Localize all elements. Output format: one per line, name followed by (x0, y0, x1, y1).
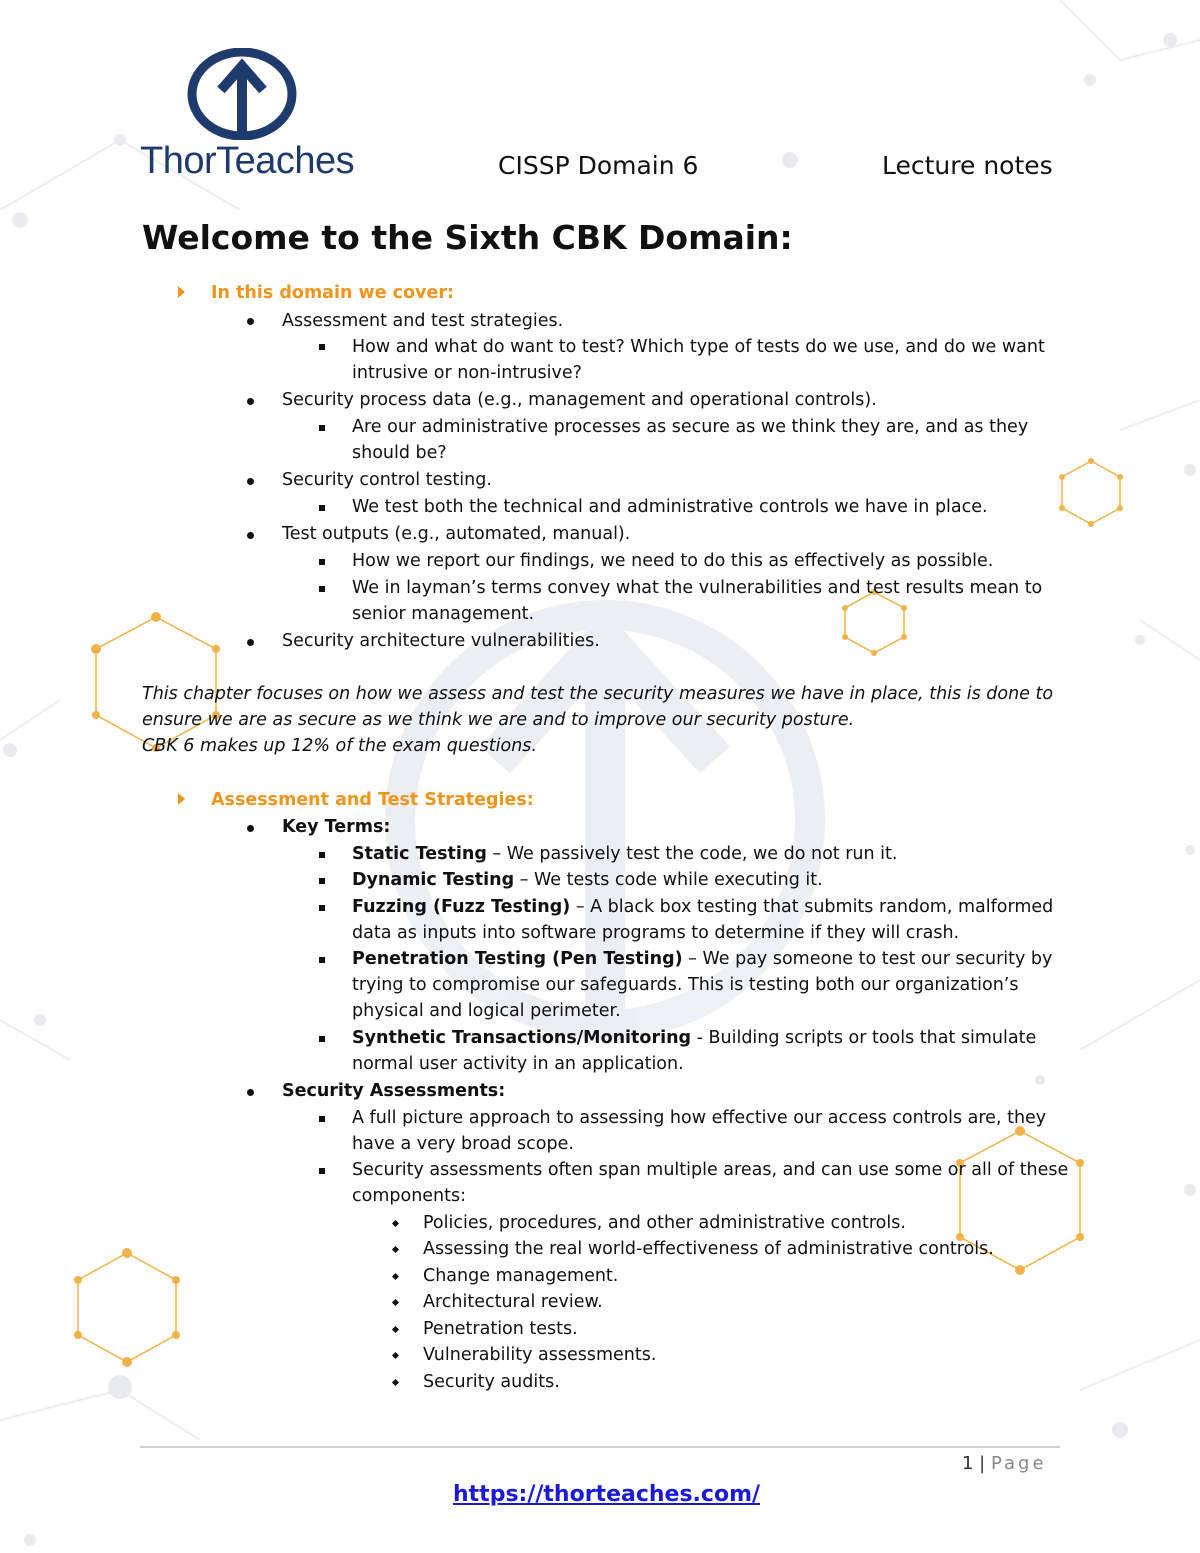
page-title: Welcome to the Sixth CBK Domain: (142, 218, 793, 257)
square-bullet-icon (319, 1036, 325, 1042)
square-bullet-icon (319, 505, 325, 511)
term-synthetic-transactions: Synthetic Transactions/Monitoring - Building scripts or tools that simulate (352, 1028, 1037, 1048)
component-item: Assessing the real world-effectiveness of administrative controls. (423, 1239, 994, 1259)
term-fuzzing-continuation: data as inputs into software programs to determine if they will crash. (352, 923, 960, 943)
list-item: How we report our findings, we need to do this as effectively as possible. (352, 551, 994, 571)
list-item: Security process data (e.g., management and operational controls). (282, 390, 877, 410)
list-item-continuation: should be? (352, 443, 447, 463)
bullet-icon (247, 639, 254, 646)
list-item: How and what do want to test? Which type of tests do we use, and do we want (352, 337, 1045, 357)
component-item: Architectural review. (423, 1292, 603, 1312)
term-penetration-continuation: physical and logical perimeter. (352, 1001, 621, 1021)
term-penetration-testing: Penetration Testing (Pen Testing) – We pay someone to test our security by (352, 949, 1053, 969)
list-item-continuation: intrusive or non-intrusive? (352, 363, 582, 383)
footer-divider (140, 1446, 1060, 1448)
component-item: Penetration tests. (423, 1319, 578, 1339)
diamond-bullet-icon (392, 1220, 399, 1227)
component-item: Change management. (423, 1266, 619, 1286)
list-item-continuation: components: (352, 1186, 467, 1206)
bullet-icon (247, 318, 254, 325)
list-item-continuation: senior management. (352, 604, 535, 624)
list-item: Security architecture vulnerabilities. (282, 631, 600, 651)
bullet-icon (247, 532, 254, 539)
bullet-icon (247, 825, 254, 832)
component-item: Vulnerability assessments. (423, 1345, 657, 1365)
bullet-icon (247, 478, 254, 485)
arrow-circle-logo-icon (187, 48, 299, 140)
document-subtitle: Lecture notes (882, 151, 1053, 180)
square-bullet-icon (319, 586, 325, 592)
list-item: Are our administrative processes as secure as we think they are, and as they (352, 417, 1029, 437)
diamond-bullet-icon (392, 1299, 399, 1306)
intro-paragraph-line: CBK 6 makes up 12% of the exam questions. (142, 736, 537, 756)
list-item: We in layman’s terms convey what the vulnerabilities and test results mean to (352, 578, 1043, 598)
square-bullet-icon (319, 905, 325, 911)
list-item: A full picture approach to assessing how effective our access controls are, they (352, 1108, 1047, 1128)
list-item: Test outputs (e.g., automated, manual). (282, 524, 631, 544)
square-bullet-icon (319, 1116, 325, 1122)
list-item: Assessment and test strategies. (282, 311, 564, 331)
term-penetration-continuation: trying to compromise our safeguards. This is testing both our organization’s (352, 975, 1019, 995)
term-fuzzing: Fuzzing (Fuzz Testing) – A black box testing that submits random, malformed (352, 897, 1054, 917)
square-bullet-icon (319, 1168, 325, 1174)
key-terms-heading: Key Terms: (282, 817, 391, 837)
square-bullet-icon (319, 957, 325, 963)
component-item: Security audits. (423, 1372, 560, 1392)
list-item: Security assessments often span multiple areas, and can use some or all of these (352, 1160, 1069, 1180)
section-arrow-icon (178, 793, 185, 805)
diamond-bullet-icon (392, 1326, 399, 1333)
term-dynamic-testing: Dynamic Testing – We tests code while executing it. (352, 870, 823, 890)
diamond-bullet-icon (392, 1273, 399, 1280)
term-static-testing: Static Testing – We passively test the code, we do not run it. (352, 844, 898, 864)
term-synthetic-continuation: normal user activity in an application. (352, 1054, 684, 1074)
section-heading-domain-cover: In this domain we cover: (211, 283, 454, 303)
diamond-bullet-icon (392, 1379, 399, 1386)
bullet-icon (247, 1089, 254, 1096)
intro-paragraph-line: This chapter focuses on how we assess and test the security measures we have in place, this is done to (142, 684, 1054, 704)
brand-logo (140, 48, 380, 188)
square-bullet-icon (319, 425, 325, 431)
list-item: We test both the technical and administrative controls we have in place. (352, 497, 988, 517)
list-item-continuation: have a very broad scope. (352, 1134, 574, 1154)
intro-paragraph-line: ensure we are as secure as we think we are and to improve our security posture. (142, 710, 855, 730)
diamond-bullet-icon (392, 1352, 399, 1359)
square-bullet-icon (319, 878, 325, 884)
list-item: Security control testing. (282, 470, 492, 490)
square-bullet-icon (319, 852, 325, 858)
component-item: Policies, procedures, and other administrative controls. (423, 1213, 906, 1233)
security-assessments-heading: Security Assessments: (282, 1081, 506, 1101)
page-number: 1 | Page (962, 1453, 1047, 1474)
brand-name: ThorTeaches (140, 140, 355, 182)
section-heading-assessment: Assessment and Test Strategies: (211, 790, 534, 810)
square-bullet-icon (319, 344, 325, 350)
diamond-bullet-icon (392, 1246, 399, 1253)
section-arrow-icon (178, 286, 185, 298)
website-link[interactable]: https://thorteaches.com/ (453, 1482, 761, 1507)
bullet-icon (247, 398, 254, 405)
square-bullet-icon (319, 559, 325, 565)
document-title: CISSP Domain 6 (498, 151, 699, 180)
